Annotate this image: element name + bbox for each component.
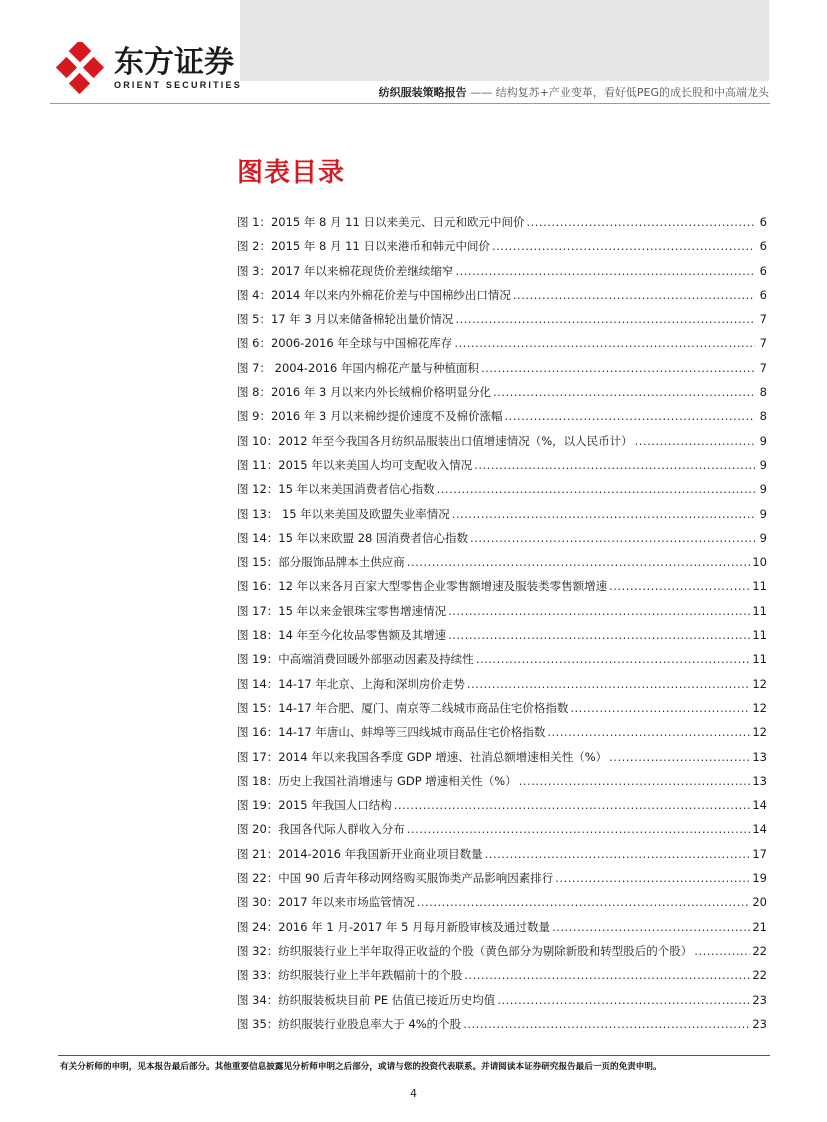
page-number: 4 [410, 1087, 417, 1100]
footer-divider [58, 1055, 770, 1056]
toc-entry[interactable] [237, 550, 767, 574]
toc-leader-dots [493, 380, 755, 404]
toc-entry-label[interactable]: 图 20：我国各代际人群收入分布 [237, 822, 405, 837]
toc-entry-page[interactable]: 8 [759, 385, 767, 400]
toc-entry[interactable] [237, 720, 767, 744]
toc-entry[interactable] [237, 672, 767, 696]
toc-entry-page[interactable]: 6 [759, 287, 767, 302]
toc-entry[interactable] [237, 793, 767, 817]
report-header [379, 84, 769, 100]
toc-leader-dots [407, 817, 751, 841]
toc-entry-label[interactable]: 图 17：15 年以来金银珠宝零售增速情况 [237, 603, 447, 618]
toc-leader-dots [694, 939, 750, 963]
toc-leader-dots [635, 429, 755, 453]
toc-entry[interactable] [237, 210, 767, 234]
toc-entry-page[interactable]: 6 [759, 239, 767, 254]
toc-entry-label[interactable]: 图 11：2015 年以来美国人均可支配收入情况 [237, 457, 473, 472]
report-name: 纺织服装策略报告 [378, 86, 467, 99]
toc-entry[interactable] [237, 1012, 767, 1036]
toc-entry-label[interactable]: 图 15：部分服饰品牌本土供应商 [237, 555, 405, 570]
toc-entry-page[interactable]: 22 [752, 943, 767, 958]
toc-leader-dots [455, 259, 755, 283]
toc-leader-dots [552, 915, 750, 939]
toc-entry-label[interactable]: 图 17：2014 年以来我国各季度 GDP 增速、社消总额增速相关性（%） [237, 749, 608, 764]
toc-entry[interactable] [237, 283, 767, 307]
toc-entry-label[interactable]: 图 7： 2004-2016 年国内棉花产量与种植面积 [237, 360, 479, 375]
toc-entry[interactable] [237, 988, 767, 1012]
toc-entry-label[interactable]: 图 24：2016 年 1 月-2017 年 5 月每月新股审核及通过数量 [237, 919, 551, 934]
toc-entry-page[interactable]: 7 [759, 312, 767, 327]
toc-entry-page[interactable]: 13 [752, 749, 767, 764]
toc-leader-dots [547, 720, 750, 744]
toc-entry[interactable] [237, 745, 767, 769]
toc-entry-page[interactable]: 7 [759, 360, 767, 375]
toc-leader-dots [485, 842, 751, 866]
toc-entry[interactable] [237, 502, 767, 526]
toc-leader-dots [570, 696, 750, 720]
toc-entry-page[interactable]: 14 [752, 822, 767, 837]
toc-entry[interactable] [237, 866, 767, 890]
toc-entry-page[interactable]: 11 [752, 628, 767, 643]
toc-entry-label[interactable]: 图 14：14-17 年北京、上海和深圳房价走势 [237, 676, 465, 691]
toc-leader-dots [481, 356, 755, 380]
toc-entry-label[interactable]: 图 3：2017 年以来棉花现货价差继续缩窄 [237, 263, 454, 278]
toc-entry-label[interactable]: 图 30：2017 年以来市场监管情况 [237, 895, 415, 910]
toc-entry-label[interactable]: 图 34：纺织服装板块目前 PE 估值已接近历史均值 [237, 992, 496, 1007]
toc-entry-label[interactable]: 图 35：纺织服装行业股息率大于 4%的个股 [237, 1016, 462, 1031]
toc-entry-page[interactable]: 7 [759, 336, 767, 351]
toc-leader-dots [437, 477, 755, 501]
toc-entry-page[interactable]: 9 [759, 506, 767, 521]
toc-entry[interactable] [237, 526, 767, 550]
toc-leader-dots [609, 574, 750, 598]
header-divider [50, 103, 770, 104]
toc-entry-label[interactable]: 图 14：15 年以来欧盟 28 国消费者信心指数 [237, 530, 469, 545]
toc-entry-label[interactable]: 图 2：2015 年 8 月 11 日以来港币和韩元中间价 [237, 239, 490, 254]
toc-leader-dots [492, 234, 755, 258]
toc-leader-dots [555, 866, 750, 890]
toc-entry-page[interactable]: 10 [752, 555, 767, 570]
toc-entry-label[interactable]: 图 18：历史上我国社消增速与 GDP 增速相关性（%） [237, 773, 517, 788]
toc-entry-page[interactable]: 9 [759, 530, 767, 545]
toc-entry-label[interactable]: 图 18：14 年至今化妆品零售额及其增速 [237, 628, 447, 643]
table-of-figures [237, 210, 767, 1036]
toc-entry-page[interactable]: 9 [759, 433, 767, 448]
toc-leader-dots [513, 283, 755, 307]
toc-entry[interactable] [237, 647, 767, 671]
toc-entry-label[interactable]: 图 8：2016 年 3 月以来内外长绒棉价格明显分化 [237, 385, 492, 400]
toc-leader-dots [464, 963, 750, 987]
toc-entry[interactable] [237, 429, 767, 453]
toc-entry-page[interactable]: 19 [752, 871, 767, 886]
toc-entry-page[interactable]: 6 [759, 215, 767, 229]
toc-entry-label[interactable]: 图 21：2014-2016 年我国新开业商业项目数量 [237, 846, 483, 861]
toc-entry-label[interactable]: 图 22：中国 90 后青年移动网络购买服饰类产品影响因素排行 [237, 871, 554, 886]
toc-entry[interactable] [237, 963, 767, 987]
toc-entry[interactable] [237, 817, 767, 841]
toc-entry[interactable] [237, 259, 767, 283]
orient-logo-icon [56, 42, 108, 94]
toc-leader-dots [417, 890, 751, 914]
toc-entry-label[interactable]: 图 16：14-17 年唐山、蚌埠等三四线城市商品住宅价格指数 [237, 725, 546, 740]
toc-entry-page[interactable]: 9 [759, 482, 767, 497]
toc-entry[interactable] [237, 404, 767, 428]
toc-leader-dots [519, 769, 751, 793]
toc-entry-page[interactable]: 11 [752, 652, 767, 667]
toc-entry-label[interactable]: 图 19：2015 年我国人口结构 [237, 798, 392, 813]
toc-entry[interactable] [237, 234, 767, 258]
toc-entry[interactable] [237, 356, 767, 380]
toc-entry-label[interactable]: 图 13： 15 年以来美国及欧盟失业率情况 [237, 506, 450, 521]
toc-entry[interactable] [237, 599, 767, 623]
toc-leader-dots [407, 550, 751, 574]
toc-entry-label[interactable]: 图 19：中高端消费回暖外部驱动因素及持续性 [237, 652, 474, 667]
toc-entry[interactable] [237, 890, 767, 914]
toc-entry-page[interactable]: 17 [752, 846, 767, 861]
toc-entry[interactable] [237, 453, 767, 477]
toc-entry[interactable] [237, 842, 767, 866]
toc-entry-label[interactable]: 图 1：2015 年 8 月 11 日以来美元、日元和欧元中间价 [237, 215, 525, 229]
toc-entry-page[interactable]: 13 [752, 773, 767, 788]
toc-leader-dots [505, 404, 755, 428]
toc-entry-page[interactable]: 12 [752, 676, 767, 691]
toc-leader-dots [526, 210, 755, 234]
logo-chinese-name: 东方证券 [114, 45, 234, 80]
toc-entry-page[interactable]: 12 [752, 725, 767, 740]
toc-entry-page[interactable]: 11 [752, 579, 767, 594]
header-separator: —— [470, 86, 493, 99]
toc-entry-label[interactable]: 图 9：2016 年 3 月以来棉纱提价速度不及棉价涨幅 [237, 409, 503, 424]
toc-entry-page[interactable]: 8 [759, 409, 767, 424]
toc-entry-page[interactable]: 11 [752, 603, 767, 618]
toc-leader-dots [455, 307, 755, 331]
toc-entry[interactable] [237, 380, 767, 404]
toc-entry[interactable] [237, 769, 767, 793]
toc-entry-label[interactable]: 图 32：纺织服装行业上半年取得正收益的个股（黄色部分为剔除新股和转型股后的个股） [237, 943, 693, 958]
toc-entry[interactable] [237, 623, 767, 647]
toc-leader-dots [463, 1012, 750, 1036]
page-title: 图表目录 [237, 158, 346, 188]
toc-leader-dots [474, 453, 755, 477]
toc-entry[interactable] [237, 696, 767, 720]
toc-entry[interactable] [237, 574, 767, 598]
disclaimer-text: 有关分析师的申明，见本报告最后部分。其他重要信息披露见分析师申明之后部分，或请与您的投资代表联系。并请阅读本证券研究报告最后一页的免责申明。 [60, 1062, 662, 1072]
toc-leader-dots [452, 502, 755, 526]
toc-entry-label[interactable]: 图 15：14-17 年合肥、厦门、南京等二线城市商品住宅价格指数 [237, 700, 569, 715]
logo-english-name: ORIENT SECURITIES [114, 80, 242, 90]
company-logo [56, 42, 242, 98]
toc-entry-label[interactable]: 图 16：12 年以来各月百家大型零售企业零售额增速及服装类零售额增速 [237, 579, 608, 594]
toc-entry-page[interactable]: 22 [752, 968, 767, 983]
toc-entry[interactable] [237, 331, 767, 355]
toc-entry-label[interactable]: 图 4：2014 年以来内外棉花价差与中国棉纱出口情况 [237, 287, 511, 302]
toc-leader-dots [448, 623, 750, 647]
toc-entry-label[interactable]: 图 10：2012 年至今我国各月纺织品服装出口值增速情况（%，以人民币计） [237, 433, 633, 448]
toc-leader-dots [454, 331, 755, 355]
header-band [240, 0, 769, 81]
toc-entry-page[interactable]: 12 [752, 700, 767, 715]
toc-entry-label[interactable]: 图 12：15 年以来美国消费者信心指数 [237, 482, 435, 497]
toc-entry[interactable] [237, 939, 767, 963]
toc-entry-page[interactable]: 20 [752, 895, 767, 910]
toc-entry-label[interactable]: 图 33：纺织服装行业上半年跌幅前十的个股 [237, 968, 463, 983]
toc-entry[interactable] [237, 915, 767, 939]
toc-leader-dots [467, 672, 751, 696]
toc-entry-page[interactable]: 23 [752, 992, 767, 1007]
toc-entry-page[interactable]: 6 [759, 263, 767, 278]
toc-entry-page[interactable]: 21 [752, 919, 767, 934]
toc-leader-dots [470, 526, 755, 550]
toc-leader-dots [609, 745, 750, 769]
toc-leader-dots [448, 599, 750, 623]
toc-entry-page[interactable]: 9 [759, 457, 767, 472]
toc-entry-label[interactable]: 图 5：17 年 3 月以来储备棉轮出量价情况 [237, 312, 454, 327]
report-subtitle: 结构复苏+产业变革，看好低PEG的成长股和中高端龙头 [495, 86, 769, 99]
toc-leader-dots [476, 647, 751, 671]
toc-leader-dots [497, 988, 750, 1012]
toc-entry-page[interactable]: 14 [752, 798, 767, 813]
toc-entry[interactable] [237, 307, 767, 331]
toc-entry[interactable] [237, 477, 767, 501]
toc-leader-dots [394, 793, 751, 817]
toc-entry-page[interactable]: 23 [752, 1016, 767, 1031]
toc-entry-label[interactable]: 图 6：2006-2016 年全球与中国棉花库存 [237, 336, 453, 351]
